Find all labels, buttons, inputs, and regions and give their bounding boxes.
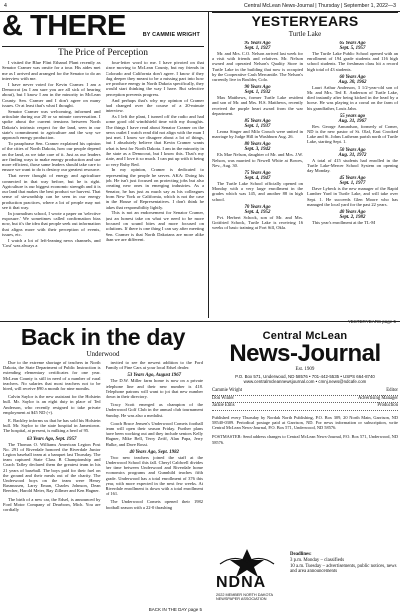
back-in-the-day-jump: BACK IN THE DAY page 5 bbox=[148, 607, 202, 612]
ndna-letters: NDNA bbox=[216, 574, 267, 591]
staff-name: Cammie Wright bbox=[212, 388, 243, 393]
deadline-line: 3 p.m. Monday – classifieds bbox=[290, 557, 345, 563]
back-column-1 bbox=[3, 360, 101, 602]
paragraph: As I left the plant, I turned off the radio and had some good old windshield time with my thoughts. The things I have read about Senator Cramer on the news outlet I watch read did not align with the man I just met. I know we disagree about a lot of things, but I absolutely believe that Kevin Cramer wants what is best for North Dakota. I am in the minority in the state as a Democrat, but I know this. That's my state, and I love it so much. I can put up with it being so very Ruby Red. bbox=[105, 113, 204, 167]
paragraph: Senator Cramer was welcoming, informed and articulate during our 20 or so minute conversation. I spoke about the current tensions between North Dakota's intrinsic respect for the land, seen in our state's commitment to agriculture and the way we approach energy production. bbox=[2, 108, 101, 141]
page-number: 4 bbox=[4, 3, 7, 9]
back-entry bbox=[3, 497, 101, 513]
byline: BY CAMMIE WRIGHT bbox=[142, 32, 200, 38]
yesteryears-entry-body: A total of 415 students had enrolled in the Turtle Lake-Mercer School System on opening day Monday. bbox=[307, 157, 398, 174]
masthead-established: Est. 1909 bbox=[295, 367, 315, 372]
yesteryears-entry bbox=[307, 41, 398, 72]
publication-line: Central McLean News-Journal | Thursday | September 1, 2022—3 bbox=[244, 3, 396, 9]
publishing-info: Published every Thursday by Nordak North Publishing, P.O. Box 309, 20 North Main, Garrison, ND 58540-0309. Periodical postage paid at Garrison, ND. For news information or subscription, write Central McLean News-Journal, P.O. Box 571, Underwood, ND 58576. bbox=[212, 414, 398, 431]
back-entry-body: Tracy Scott emerged as champion of the Underwood Golf Club in the annual club tournament Sunday. He was also a medalist. bbox=[105, 402, 203, 418]
paragraph: And perhaps that's why my opinion of Cramer had changed over the course of a 20-minute interview. bbox=[105, 97, 204, 114]
back-entry-body: The Underwood Comets opened their 1982 football season with a 22-0 thrashing bbox=[105, 499, 203, 510]
price-article bbox=[2, 48, 204, 318]
back-entry bbox=[106, 499, 204, 509]
yesteryears-subtitle: Turtle Lake bbox=[288, 30, 322, 38]
paragraph: To paraphrase Sen. Cramer explained his opinion of the cities of North Dakota, how our people depend on the land, as we take care of it. Just as our leaders are finding ways to make energy production and use more efficient, those same leaders should take care to ensure we want to do is destroy our greatest resource. bbox=[2, 140, 101, 173]
paragraph: I watch a lot of left-leaning news channels, and 'Cost' was always a bbox=[2, 237, 101, 249]
yesteryears-entry-heading: 40 Years Ago Sept. 2, 1982 bbox=[339, 210, 366, 221]
back-entry-body: The birth of a new car, the Edsel, is announced by Ford Motor Company of Dearborn, Mich. You are cordially bbox=[3, 496, 101, 513]
back-entry bbox=[3, 437, 101, 494]
staff-role: Editor bbox=[386, 388, 398, 393]
back-entry-body: invited to see the newest addition to the Ford Family of Fine Cars at your local Edsel dealer. bbox=[105, 360, 203, 371]
yesteryears-entry-body: Mr. and Mrs. C.O. Nelson arrived last week for a visit with friends and relatives. Mr. Nelson owned and operated Nelson's Quality Store in Turtle Lake in the building that now is occupied by the Cooperative Cash Mercantile. The Nelson's currently live in Boulder, Colo. bbox=[212, 51, 303, 83]
paragraph: I have never voted for Kevin Cramer. I am a Democrat (as I am sure you are all sick of hearing about), but I know I am in the minority in McLean County. Sen. Cramer and I don't agree on many issues. Or at least that's what I thought. bbox=[2, 81, 101, 108]
staff-name: Jackie Ehlis bbox=[212, 403, 235, 409]
yesteryears-entry bbox=[212, 205, 303, 231]
staff-role: Advertising Manager bbox=[358, 395, 398, 401]
yesteryears-entry-heading: 50 Years Ago Aug. 31, 1972 bbox=[338, 147, 367, 158]
masthead bbox=[212, 330, 398, 516]
deadline-line: 10 a.m. Tuesday – advertisements, public notices, news and area announcements bbox=[290, 563, 397, 575]
paragraph: four-letter word to me. I have pivoted on that since moving to McLean County, but my friends in Colorado and California don't agree. I know if they dug deeper they meant to be a missing part into how we produce energy in North Dakota specifically, they would start thinking the way I have. But selective perception prevents progress. bbox=[105, 60, 204, 97]
yesteryears-entry bbox=[212, 85, 303, 116]
paragraph: That never thought of energy and agriculture connected in that way before, but he is right. Agriculture is our biggest economic strength and it is our land that makes the best product we harvest. That sense of stewardship can be seen in our energy production practices, where a lot of people may not see it that way. bbox=[2, 173, 101, 211]
yesteryears-entry-body: Els Mae Nelson, daughter of Mr. and Mrs. J.W. Nelson, was married to Newell White at Bowes, Nev., Aug. 30. bbox=[212, 152, 303, 168]
price-column-2 bbox=[106, 60, 205, 318]
yesteryears-entry bbox=[307, 210, 398, 225]
yesteryears-column-2 bbox=[307, 41, 398, 317]
yesteryears-entry-heading: 45 Years Ago Sept. 1, 1977 bbox=[339, 176, 366, 187]
back-entry bbox=[106, 360, 204, 370]
back-entry bbox=[3, 394, 101, 415]
yesteryears-entry-body: Rev. George Amundson, formerly of Comer, ND is the new pastor of St. Olaf, East Crooked Lake and St. Johns Lutheran parish north of Turtle Lake, starting Sept. 1. bbox=[307, 123, 398, 145]
staff-name: Don Winter bbox=[212, 395, 234, 401]
back-entry-body: E. Backley informs us that he has sold his Holstein bull. Mr. Saylor to the state hospital in Jamestown. The hospital, at present, is milking a herd of 95. bbox=[3, 418, 101, 434]
staff-list bbox=[212, 388, 398, 411]
yesteryears-entry-heading: 70 Years Ago Sept. 4, 1952 bbox=[244, 204, 271, 215]
yesteryears-section bbox=[212, 12, 398, 324]
back-entry-heading: 53 Years Ago, August 1967 bbox=[127, 373, 182, 379]
yesteryears-rule bbox=[212, 12, 398, 13]
yesteryears-entry bbox=[307, 75, 398, 111]
back-entry-body: Due to the extreme shortage of teachers in North Dakota, the State Department of Public Instruction is extending elementary certificates for one year. McLean County is still in need of a number of rural teachers. No salaries that most teachers not to be hired, will receive $90 a month for nine months. bbox=[3, 360, 101, 392]
ndna-logo bbox=[212, 548, 286, 600]
ndna-caption: 2022 MEMBER NORTH DAKOTA NEWSPAPER ASSOCIATION bbox=[216, 593, 273, 601]
yesteryears-entry-heading: 65 Years Ago Sept. 5, 1957 bbox=[339, 41, 366, 51]
yesteryears-entry-heading: 90 Years Ago Sept. 1, 1932 bbox=[244, 85, 271, 96]
paragraph: In my opinion, Cramer is dedicated to representing the people he serves. AKA: Doing his job. He isn't just focused on protecting jobs but also creating new ones in emerging industries. As a Senator, he has just as much say as his colleagues from New York or California, which is not the case in the House of Representatives. I don't think he takes that responsibility lightly. bbox=[105, 167, 204, 210]
back-entry bbox=[106, 373, 204, 399]
price-title: The Price of Perception bbox=[58, 48, 148, 58]
back-entry bbox=[106, 450, 204, 497]
yesteryears-entry bbox=[212, 142, 303, 168]
back-in-the-day-title: Back in the day bbox=[20, 324, 186, 350]
back-entry-body: Two new teachers joined the staff at the Underwood School this fall. Cheryl Caldwell divides her time between Underwood and Riverdale home economics programs and Gunnhild teaches fifth grade. Underwood has a total enrollment of 376 this year, with more expected in the next few weeks. At Riverdale enrollment is down with a total enrollment of 161. bbox=[105, 454, 203, 497]
column-left bbox=[0, 12, 206, 318]
back-entry bbox=[106, 402, 204, 418]
back-in-the-day-subtitle: Underwood bbox=[86, 350, 120, 358]
paragraph: This is not an endorsement for Senator Cramer, just an honest take on what we need to be more focused on sound bites and more focused on solutions. If there is one thing I can say after meeting Sen. Cramer is that North Dakotans are more alike than we are different. bbox=[105, 210, 204, 242]
column-banner bbox=[0, 12, 206, 46]
back-in-the-day-section bbox=[0, 324, 206, 614]
banner-rule bbox=[2, 46, 204, 47]
yesteryears-entry-body: Pvt. Herbert Schock, son of Mr. and Mrs. Gottfried Schock, Turtle Lake is receiving 16 weeks of basic training at Fort Sill, Okla. bbox=[212, 214, 303, 231]
yesteryears-title: YESTERYEARS bbox=[251, 13, 359, 29]
staff-row bbox=[212, 396, 398, 404]
yesteryears-entry bbox=[307, 176, 398, 207]
back-entry-body: The D.W. Miller farm home is now on a private telephone line and their new number is 418. Telephone patrons will want to jot that new number down in their directory. bbox=[105, 378, 203, 400]
back-entry-heading: 40 Years Ago, Sept. 1982 bbox=[129, 449, 179, 455]
yesteryears-entry-body: This year's enrollment at the TL-M bbox=[312, 220, 376, 226]
yesteryears-entry-heading: 55 years ago Aug. 31, 1967 bbox=[338, 113, 367, 124]
yesteryears-entry-heading: 80 Years Ago Sept. 3, 1942 bbox=[244, 142, 271, 153]
staff-row bbox=[212, 388, 398, 396]
yesteryears-entry-body: Dave Lybeck is the new manager of the Rapid Lumber Yard in Turtle Lake, and will take over Sept. 1. He succeeds Glen Moore who has managed the local yard for the past 22 years. bbox=[307, 186, 398, 207]
yesteryears-entry-heading: 75 Years Ago Sept. 4, 1947 bbox=[244, 171, 271, 182]
back-entry bbox=[3, 360, 101, 391]
yesteryears-entry-body: The Turtle Lake Public School opened with an enrollment of 194 grade students and 116 high school students. The freshman class hit a record high total of 43 students. bbox=[307, 51, 398, 72]
yesteryears-entry bbox=[212, 41, 303, 82]
yesteryears-entry-body: Lauri Arthur Anderson, 3 1/2-year-old son of Mr. and Mrs. Ted E. Anderson of Turtle Lake, died instantly after being kicked in the head by a horse. He was playing in a corral on the farm of his grandfather, Louis Jahn. bbox=[307, 84, 398, 111]
yesteryears-column-1 bbox=[212, 41, 303, 317]
price-column-1 bbox=[2, 60, 101, 318]
postmaster-info: POSTMASTER: Send address changes to Central McLean News-Journal, P.O. Box 571, Underwood, ND 58576. bbox=[212, 434, 398, 445]
masthead-line1: Central McLean bbox=[262, 330, 348, 342]
back-entry-body: Coach Bruce Jensen's Underwood Comets football team will open their season Friday. Further plans have been working out and they include seniors Kelly Hagner, Mike Bell, Terry Zeiff, Alan Papa, Jerry Hulke, and Dave Rossi. bbox=[105, 420, 203, 447]
deadlines-box bbox=[290, 552, 398, 602]
staff-row bbox=[212, 403, 398, 411]
yesteryears-entry bbox=[307, 114, 398, 145]
mid-rule bbox=[0, 321, 400, 322]
deadlines-heading: Deadlines: bbox=[290, 552, 312, 557]
yesteryears-entry-body: The Turtle Lake School officially opened on Monday with a very large enrollment in the grades which was 145, and another 88 in high school. bbox=[212, 181, 303, 202]
yesteryears-entry-heading: 95 Years Ago Sept. 1, 1927 bbox=[244, 41, 271, 51]
masthead-line2: News-Journal bbox=[229, 340, 381, 367]
yesteryears-entry-heading: 60 Years Ago Aug. 30, 1962 bbox=[338, 74, 367, 85]
back-entry bbox=[3, 418, 101, 434]
back-entry-heading: 63 Years Ago, Sept. 1957 bbox=[27, 436, 77, 442]
column-banner-title: & THERE bbox=[2, 12, 126, 42]
masthead-address: P.O. Box 571, Underwood, ND 58576 • 701-442-5535 • USPS 664-8740 www.centralmcleannewsjournal.com • cmnj.news@ndcafe.com bbox=[235, 374, 375, 384]
yesteryears-entry-body: Leona Singer and Milo Crouch were united in marriage by Judge Hill in Washburn Aug. 26. bbox=[212, 129, 303, 140]
paragraph: In journalism school, I wrote a paper on 'selective exposure.' We sometimes called confirmation bias now, but it's the idea that people seek out information that aligns more with their perception of events, issues, etc. bbox=[2, 210, 101, 237]
staff-role: Production bbox=[377, 403, 398, 409]
back-column-2 bbox=[106, 360, 204, 602]
yesteryears-entry bbox=[212, 171, 303, 202]
yesteryears-entry bbox=[307, 148, 398, 174]
yesteryears-entry-heading: 85 Years Ago Sept. 1, 1937 bbox=[244, 119, 271, 130]
back-entry-body: Calvin Saylor is the new assistant for the Holstein bull. Mr. Saylor is an eight duty in place of Ted Anderson, who recently resigned to take private employment at $45 ND (+). bbox=[3, 394, 101, 415]
yesteryears-entry-body: Max Matthews, former Turtle Lake resident and son of Mr. and Mrs. H.S. Matthews, recently received the purple heart award from the war department. bbox=[212, 95, 303, 116]
paragraph: I visited the Blue Flint Ethanol Plant recently as Senator Cramer was onsite for a tour. His aides met me as I arrived and arranged for the Senator to do an interview with me. bbox=[2, 60, 101, 81]
yesteryears-entry bbox=[212, 119, 303, 139]
vertical-divider bbox=[208, 12, 209, 318]
back-entry-body: The Thomas O. Williams American Legion Post No. 291 of Riverdale honored the Riverdale Junior Legion baseball team at a banquet last Thursday. The team captured State Class B Championship and Coach Tafley declared them the greatest team in his 21 years of baseball. The boys paid for their fuel on the ground and their meals out of the charity. The Underwood boys on the team were Henry Rasmussen, Larry Eman, Charles Johnson, Dean Beecher, Harold Meier, Ray Zillmer and Ken Hagner. bbox=[3, 441, 101, 494]
back-entry bbox=[106, 421, 204, 447]
